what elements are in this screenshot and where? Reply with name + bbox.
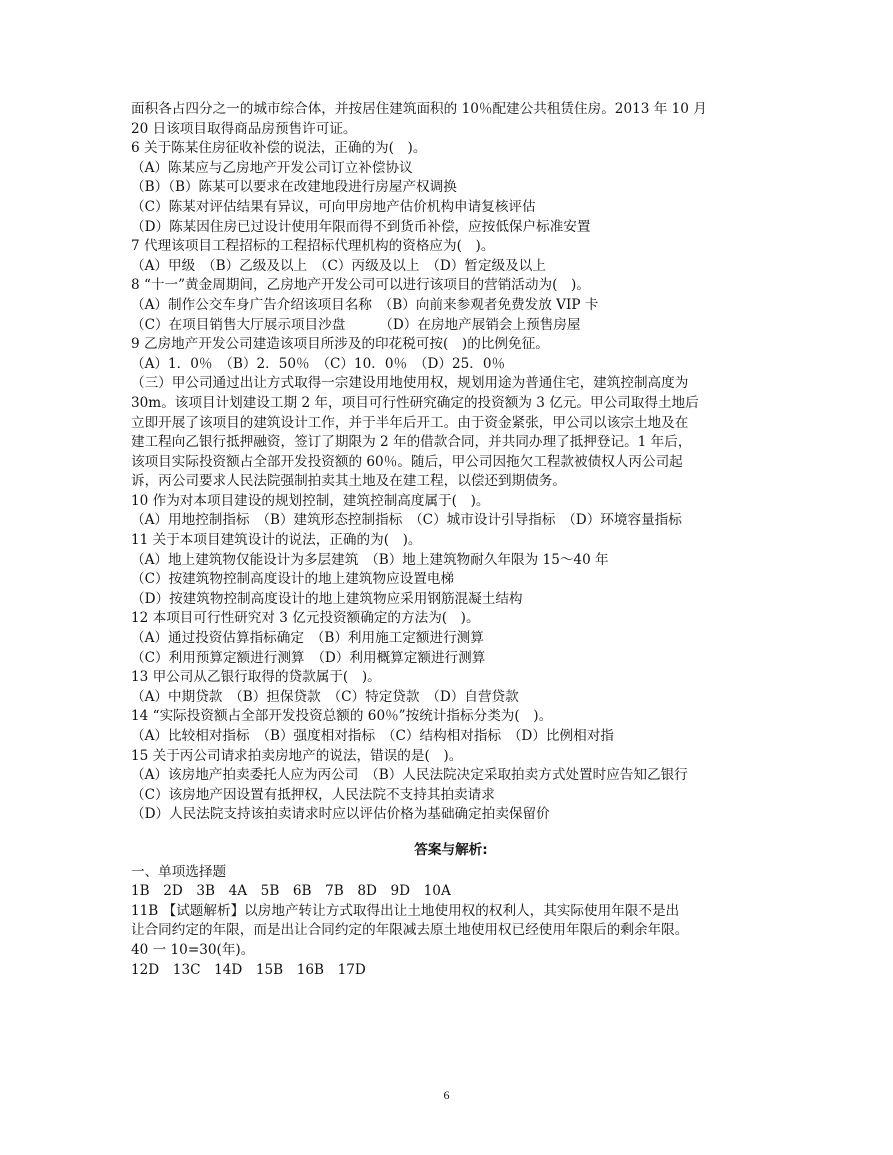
answers-section-title: 一、单项选择题 <box>131 863 227 880</box>
question-11-options: （A）地上建筑物仅能设计为多层建筑 （B）地上建筑物耐久年限为 15～40 年 <box>131 551 609 568</box>
question-6-option-a: （A）陈某应与乙房地产开发公司订立补偿协议 <box>131 159 413 176</box>
intro-line: 面积各占四分之一的城市综合体，并按居住建筑面积的 10％配建公共租赁住房。2013 年 10 月 <box>131 101 707 117</box>
question-14-stem: 14 “实际投资额占全部开发投资总额的 60％”按统计指标分类为( )。 <box>131 708 553 725</box>
question-6-option-c: （C）陈某对评估结果有异议，可向甲房地产估价机构申请复核评估 <box>131 198 536 215</box>
question-11-option-d: （D）按建筑物控制高度设计的地上建筑物应采用钢筋混凝土结构 <box>131 590 523 607</box>
question-15-stem: 15 关于丙公司请求拍卖房地产的说法，错误的是( )。 <box>131 747 463 764</box>
question-15-option-c: （C）该房地产因设置有抵押权，人民法院不支持其拍卖请求 <box>131 786 495 803</box>
question-10-options: （A）用地控制指标 （B）建筑形态控制指标 （C）城市设计引导指标 （D）环境容量指标 <box>131 512 682 529</box>
case-3-text: 30m。该项目计划建设工期 2 年，项目可行性研究确定的投资额为 3 亿元。甲公司取得土地后 <box>131 394 699 411</box>
question-6-option-d: （D）陈某因住房已过设计使用年限而得不到货币补偿，应按低保户标准安置 <box>131 218 591 235</box>
document-page <box>131 100 771 980</box>
answer-explanation: 40 一 10=30(年)。 <box>131 941 255 958</box>
question-15-options: （A）该房地产拍卖委托人应为丙公司 （B）人民法院决定采取拍卖方式处置时应告知乙银行 <box>131 767 688 784</box>
question-6-stem: 6 关于陈某住房征收补偿的说法，正确的为( )。 <box>131 140 427 157</box>
question-8-options: （A）制作公交车身广告介绍该项目名称 （B）向前来参观者免费发放 VIP 卡 <box>131 296 599 313</box>
answers-heading: 答案与解析: <box>414 841 488 858</box>
question-12-stem: 12 本项目可行性研究对 3 亿元投资额确定的方法为( )。 <box>131 610 480 627</box>
question-12-options: （A）通过投资估算指标确定 （B）利用施工定额进行测算 <box>131 630 484 647</box>
case-3-text: 建工程向乙银行抵押融资，签订了期限为 2 年的借款合同，并共同办理了抵押登记。1 年后， <box>131 434 692 451</box>
question-7-options: （A）甲级 （B）乙级及以上 （C）丙级及以上 （D）暂定级及以上 <box>131 257 546 274</box>
question-15-option-d: （D）人民法院支持该拍卖请求时应以评估价格为基础确定拍卖保留价 <box>131 806 550 823</box>
case-3-text: 诉，丙公司要求人民法院强制拍卖其土地及在建工程，以偿还到期债务。 <box>131 473 566 490</box>
question-8-stem: 8 “十一”黄金周期间，乙房地产开发公司可以进行该项目的营销活动为( )。 <box>131 277 590 294</box>
question-13-options: （A）中期贷款 （B）担保贷款 （C）特定贷款 （D）自营贷款 <box>131 688 519 705</box>
answer-explanation: 11B 【试题解析】以房地产转让方式取得出让土地使用权的权利人，其实际使用年限不是出 <box>131 902 680 919</box>
answer-explanation: 让合同约定的年限，而是出让合同约定的年限减去原土地使用权已经使用年限后的剩余年限。 <box>131 922 689 939</box>
answers-line: 12D 13C 14D 15B 16B 17D <box>131 961 366 978</box>
question-9-options: （A）1．0％ （B）2．50％ （C）10．0％ （D）25．0％ <box>131 355 506 372</box>
question-8-options: （C）在项目销售大厅展示项目沙盘 （D）在房地产展销会上预售房屋 <box>131 316 581 333</box>
case-3-text: （三）甲公司通过出让方式取得一宗建设用地使用权，规划用途为普通住宅，建筑控制高度为 <box>131 375 689 392</box>
question-6-option-b: （B）（B）陈某可以要求在改建地段进行房屋产权调换 <box>131 179 457 196</box>
question-11-stem: 11 关于本项目建筑设计的说法，正确的为( )。 <box>131 532 422 549</box>
question-9-stem: 9 乙房地产开发公司建造该项目所涉及的印花税可按( )的比例免征。 <box>131 336 549 353</box>
question-7-stem: 7 代理该项目工程招标的工程招标代理机构的资格应为( )。 <box>131 238 495 255</box>
question-10-stem: 10 作为对本项目建设的规划控制，建筑控制高度属于( )。 <box>131 492 490 509</box>
question-11-option-c: （C）按建筑物控制高度设计的地上建筑物应设置电梯 <box>131 571 455 588</box>
question-13-stem: 13 甲公司从乙银行取得的贷款属于( )。 <box>131 669 381 686</box>
page-number: 6 <box>443 1088 450 1102</box>
case-3-text: 立即开展了该项目的建筑设计工作，并于半年后开工。由于资金紧张，甲公司以该宗土地及在 <box>131 414 689 431</box>
question-14-options: （A）比较相对指标 （B）强度相对指标 （C）结构相对指标 （D）比例相对指 <box>131 728 614 744</box>
question-12-options: （C）利用预算定额进行测算 （D）利用概算定额进行测算 <box>131 649 486 666</box>
intro-line: 20 日该项目取得商品房预售许可证。 <box>131 120 357 137</box>
answers-line: 1B 2D 3B 4A 5B 6B 7B 8D 9D 10A <box>131 883 451 900</box>
case-3-text: 该项目实际投资额占全部开发投资额的 60％。随后，甲公司因拖欠工程款被债权人丙公司起 <box>131 453 683 470</box>
